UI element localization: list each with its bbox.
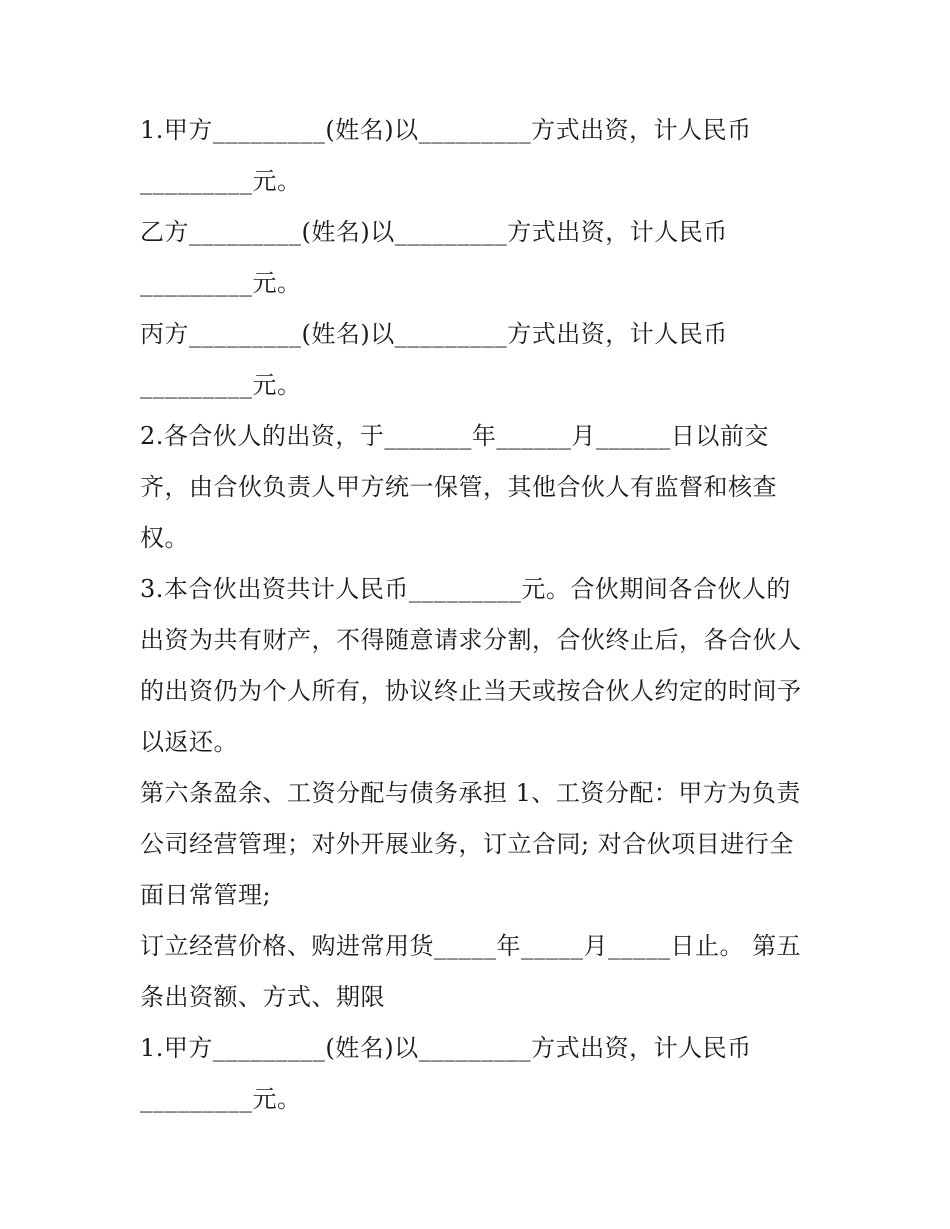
text-line: 以返还。 <box>140 728 238 756</box>
text-line: 条出资额、方式、期限 <box>140 983 385 1011</box>
text-line: 乙方_________(姓名)以_________方式出资，计人民币 <box>140 218 728 246</box>
text-line: 出资为共有财产，不得随意请求分割，合伙终止后，各合伙人 <box>140 626 802 654</box>
text-line: _________元。 <box>140 1085 302 1113</box>
text-line: 订立经营价格、购进常用货_____年_____月_____日止。 第五 <box>140 932 802 960</box>
text-line: 的出资仍为个人所有，协议终止当天或按合伙人约定的时间予 <box>140 677 802 705</box>
text-line: 1.甲方_________(姓名)以_________方式出资，计人民币 <box>140 1034 752 1062</box>
text-line: 公司经营管理；对外开展业务，订立合同; 对合伙项目进行全 <box>140 830 794 858</box>
text-line: 第六条盈余、工资分配与债务承担 1、工资分配：甲方为负责 <box>140 779 801 807</box>
document-body <box>140 105 820 1125</box>
text-line: 3.本合伙出资共计人民币_________元。合伙期间各合伙人的 <box>140 575 791 603</box>
text-line: 丙方_________(姓名)以_________方式出资，计人民币 <box>140 320 728 348</box>
text-line: 面日常管理; <box>140 881 272 909</box>
text-line: _________元。 <box>140 269 302 297</box>
text-line: 2.各合伙人的出资，于_______年______月______日以前交 <box>140 422 769 450</box>
text-line: _________元。 <box>140 371 302 399</box>
text-line: 权。 <box>140 524 189 552</box>
text-line: _________元。 <box>140 167 302 195</box>
text-line: 1.甲方_________(姓名)以_________方式出资，计人民币 <box>140 116 752 144</box>
text-line: 齐，由合伙负责人甲方统一保管，其他合伙人有监督和核查 <box>140 473 777 501</box>
